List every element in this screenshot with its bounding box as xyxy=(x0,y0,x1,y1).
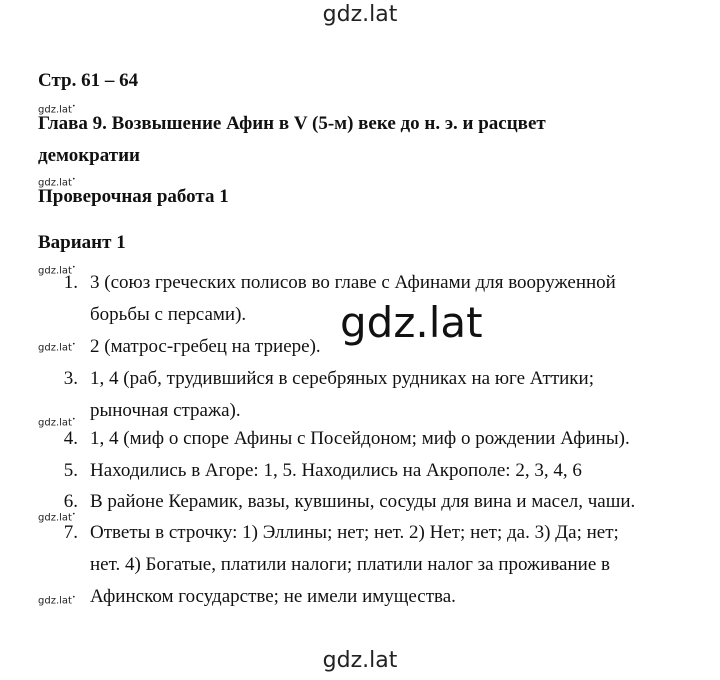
answer-text: В районе Керамик, вазы, кувшины, сосуды для вина и масел, чаши. xyxy=(90,491,636,512)
chapter-title-line-1: Глава 9. Возвышение Афин в V (5-м) веке до н. э. и расцвет xyxy=(38,113,546,134)
chapter-title-line-2: демократии xyxy=(38,145,140,166)
answer-text: 2 (матрос-гребец на триере). xyxy=(90,336,321,357)
answer-text: Ответы в строчку: 1) Эллины; нет; нет. 2) Нет; нет; да. 3) Да; нет; xyxy=(90,522,619,543)
page-range: Стр. 61 – 64 xyxy=(38,70,139,91)
watermark-logo: gdz.lat• xyxy=(38,341,76,354)
watermark-logo: gdz.lat• xyxy=(38,264,76,277)
answer-number: 6. xyxy=(63,491,78,512)
answer-number: 3. xyxy=(63,368,78,389)
answer-number: 5. xyxy=(63,460,78,481)
answer-text: рыночная стража). xyxy=(90,400,241,421)
answer-number: 7. xyxy=(63,522,78,543)
answer-text: 3 (союз греческих полисов во главе с Афинами для вооруженной xyxy=(90,272,616,293)
watermark-logo: gdz.lat• xyxy=(38,511,76,524)
answer-text: борьбы с персами). xyxy=(90,304,247,325)
answer-text: 1, 4 (раб, трудившийся в серебряных рудниках на юге Аттики; xyxy=(90,368,594,389)
watermark-logo: gdz.lat• xyxy=(38,594,76,607)
site-brand-footer: gdz.lat xyxy=(322,648,398,673)
answer-text: Находились в Агоре: 1, 5. Находились на Акрополе: 2, 3, 4, 6 xyxy=(90,460,582,481)
watermark-logo: gdz.lat• xyxy=(38,416,76,429)
answer-number: 1. xyxy=(63,272,78,293)
answer-text: Афинском государстве; не имели имущества. xyxy=(90,586,456,607)
watermark-logo: gdz.lat• xyxy=(38,103,76,116)
answer-number: 4. xyxy=(63,428,78,449)
test-title: Проверочная работа 1 xyxy=(38,186,229,207)
variant-title: Вариант 1 xyxy=(38,232,126,253)
site-brand-center: gdz.lat xyxy=(340,298,483,347)
answer-text: 1, 4 (миф о споре Афины с Посейдоном; миф о рождении Афины). xyxy=(90,428,630,449)
answer-text: нет. 4) Богатые, платили налоги; платили налог за проживание в xyxy=(90,554,610,575)
watermark-logo: gdz.lat• xyxy=(38,176,76,189)
site-brand-header: gdz.lat xyxy=(322,2,398,27)
